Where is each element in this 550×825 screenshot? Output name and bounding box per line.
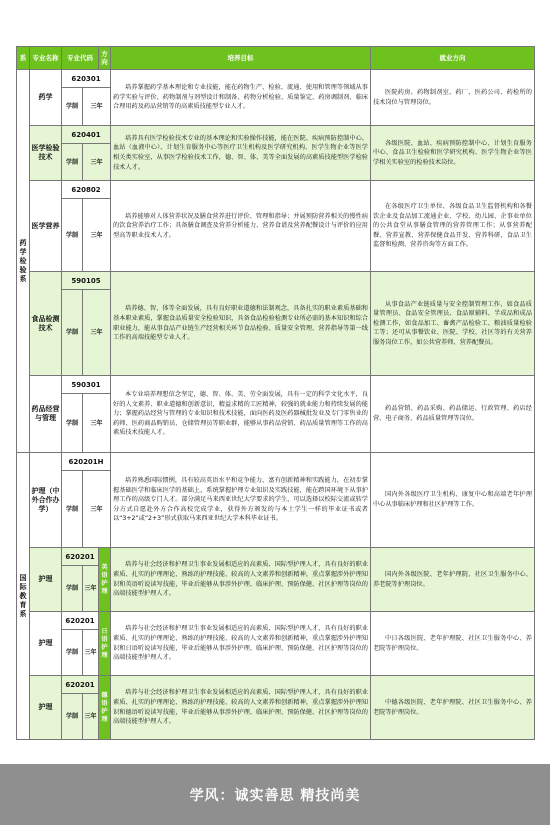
program-table-page bbox=[16, 46, 534, 761]
header-code: 专业代码 bbox=[62, 47, 99, 70]
header-major: 专业名称 bbox=[30, 47, 62, 70]
study-length-value: 三年 bbox=[83, 394, 111, 453]
study-length-label: 学制 bbox=[62, 394, 83, 453]
training-goal: 培养掌握药学基本理论和专业技能，能在药物生产、检验、流通、使用和管理等领域从事药学实验与评价、药物制剂与剂型设计和制备、药物分析检验、质量鉴定、药房调制剂、临床合理用药及药品营销等的高素质技能型专业人才。 bbox=[111, 70, 371, 126]
study-length-label: 学制 bbox=[62, 88, 83, 126]
study-length-value: 三年 bbox=[83, 290, 111, 376]
career-direction: 药品营销、药品采购、药品储运、行政管理、药店经营、电子商务、药品质量管理等岗位。 bbox=[371, 376, 535, 453]
major-name: 医学营养 bbox=[30, 181, 62, 272]
header-dept: 系 bbox=[17, 47, 30, 70]
major-name: 护理 bbox=[30, 676, 62, 740]
major-name: 医学检验技术 bbox=[30, 126, 62, 181]
major-code: 620201 bbox=[62, 612, 99, 630]
major-name: 护理 bbox=[30, 612, 62, 676]
study-length-value: 三年 bbox=[83, 471, 111, 548]
study-length-value: 三年 bbox=[83, 199, 111, 272]
training-goal: 培养能够对人体营养状况及膳食营养进行评价、管理和指导；并展预防营养相关的慢性病的饮食营养治疗工作；具备膳食调查及营养分析能力、营养食谱及营养配餐设计与评价的应用型高等职业技术人才。 bbox=[111, 181, 371, 272]
footer-banner bbox=[0, 764, 550, 825]
dept-international: 国际教育系 bbox=[17, 453, 30, 740]
major-code: 620201 bbox=[62, 548, 99, 566]
training-goal: 培养熟悉国际惯例，具有较高英语水平和竞争能力，富有创新精神和实践能力，在初步掌握基础医学和临床医学的基础上，系统掌握护理专业知识及实践技能，能在跨国环境下从事护理工作的高级专门人才。部分满足马来西亚世纪大学要求的学生，可以选择以校际交流或转学分方式自愿赴外方合作高校完成学业，获得外方颁发的与本土学生一样的毕业证书或者以“3+2”或“2+3”形式获取马来西亚世纪大学本科毕业证书。 bbox=[111, 453, 371, 548]
table-row bbox=[17, 612, 535, 630]
study-length-label: 学制 bbox=[62, 290, 83, 376]
study-length-value: 三年 bbox=[83, 630, 99, 676]
table-row bbox=[17, 181, 535, 199]
study-length-label: 学制 bbox=[62, 471, 83, 548]
header-goal: 培养目标 bbox=[111, 47, 371, 70]
major-code: 620201H bbox=[62, 453, 111, 471]
table-header bbox=[17, 47, 535, 70]
table-row bbox=[17, 548, 535, 566]
table-row bbox=[17, 676, 535, 694]
training-goal: 培养与社会经济和护理卫生事业发展相适应的高素质、国际型护理人才，具有良好的职业素质、扎实的护理理论、熟练的护理技能、较高的人文素养和创新精神，重点掌握涉外护理知识和德语听说读写技能，毕业后能够从事涉外护理、临床护理、预防保健、社区护理等岗位的高端技能型护理人才。 bbox=[111, 676, 371, 740]
direction-label: 德语护理 bbox=[99, 676, 111, 740]
career-direction: 医院药房、药物制剂室、药厂、医药公司、药检所的技术岗位与管理岗位。 bbox=[371, 70, 535, 126]
major-name: 药学 bbox=[30, 70, 62, 126]
major-code: 620301 bbox=[62, 70, 111, 88]
career-direction: 国内外各级医院、老年护理院、社区卫生服务中心、养老院等护理岗位。 bbox=[371, 548, 535, 612]
study-length-value: 三年 bbox=[83, 144, 111, 181]
major-code: 620802 bbox=[62, 181, 111, 199]
table-row bbox=[17, 453, 535, 471]
table-row bbox=[17, 272, 535, 290]
study-length-label: 学制 bbox=[62, 694, 83, 740]
program-table bbox=[16, 46, 535, 740]
study-length-label: 学制 bbox=[62, 144, 83, 181]
study-length-value: 三年 bbox=[83, 694, 99, 740]
study-length-label: 学制 bbox=[62, 630, 83, 676]
major-code: 620401 bbox=[62, 126, 111, 144]
table-row bbox=[17, 126, 535, 144]
study-length-value: 三年 bbox=[83, 566, 99, 612]
training-goal: 培养与社会经济和护理卫生事业发展相适应的高素质、国际型护理人才，具有良好的职业素质、扎实的护理理论、熟练的护理技能、较高的人文素养和创新精神，重点掌握涉外护理知识和日语听说读写技能，毕业后能够从事涉外护理、临床护理、预防保健、社区护理等岗位的高端技能型护理人才。 bbox=[111, 612, 371, 676]
major-code: 590301 bbox=[62, 376, 111, 394]
study-length-label: 学制 bbox=[62, 566, 83, 612]
study-length-label: 学制 bbox=[62, 199, 83, 272]
study-length-value: 三年 bbox=[83, 88, 111, 126]
major-name: 护理（中外合作办学） bbox=[30, 453, 62, 548]
career-direction: 国内外各级医疗卫生机构、康复中心和高端老年护理中心从事临床护理和社区护理等工作。 bbox=[371, 453, 535, 548]
career-direction: 从事食品产业链质量与安全控制管理工作，如食品质量管理员、食品安全管理员、食品原辅料、半成品和成品检测工作，如食品加工、畜禽产品检验工、粮油质量检验工等；还可从事餐饮业、医院、学校、社区等的有关营养服务岗位工作，如公共营养师、营养配餐员。 bbox=[371, 272, 535, 376]
training-goal: 培养与社会经济和护理卫生事业发展相适应的高素质、国际型护理人才，具有良好的职业素质、扎实的护理理论、熟练的护理技能、较高的人文素养和创新精神，重点掌握涉外护理知识和英语听说读写技能，毕业后能够从事涉外护理、临床护理、预防保健、社区护理等岗位的高端技能型护理人才。 bbox=[111, 548, 371, 612]
major-code: 620201 bbox=[62, 676, 99, 694]
training-goal: 培养德、智、体等全面发展，具有良好职业道德和法制观念，具备扎实的职业素质基础和基本职业素质，掌握食品质量安全检验知识，具备食品检验检测专业所必需的基本知识和综合职业能力，能从事食品产业链生产经营相关环节食品检验、质量安全管理、营养指导等第一线工作的高端技能型专业人才。 bbox=[111, 272, 371, 376]
table-row bbox=[17, 376, 535, 394]
major-name: 食品检测技术 bbox=[30, 272, 62, 376]
career-direction: 在各级医疗卫生单位、各级食品卫生监督机构和各餐饮企业及食品加工流通企业、学校、幼儿园、企事业单位的公共食堂从事膳食管理的营养管理工作；从事营养配餐、营养宣教、营养保健食品开发、营养科研、食品卫生监督和检测、营养咨询等方面工作。 bbox=[371, 181, 535, 272]
header-direction: 方向 bbox=[99, 47, 111, 70]
header-career: 就业方向 bbox=[371, 47, 535, 70]
major-name: 药品经营与管理 bbox=[30, 376, 62, 453]
major-code: 590105 bbox=[62, 272, 111, 290]
career-direction: 各级医院、血站、疾病预防控制中心、计划生育服务中心、食品卫生检验和医学研究机构、医学生物企业等医学相关实验室的检验技术岗位。 bbox=[371, 126, 535, 181]
dept-pharmacy: 药学检验系 bbox=[17, 70, 30, 453]
direction-label: 日语护理 bbox=[99, 612, 111, 676]
major-name: 护理 bbox=[30, 548, 62, 612]
table-row bbox=[17, 70, 535, 88]
training-goal: 培养具有医学检验技术专业的基本理论和实验操作技能，能在医院、疾病预防控制中心、血站（血液中心）、计划生育服务中心等医疗卫生机构及医学研究机构、医学生物企业等医学相关类实验室，从事医学检验技术工作，德、智、体、美等全面发展的高素质技能型医学检验技术人才。 bbox=[111, 126, 371, 181]
career-direction: 中日各级医院、老年护理院、社区卫生服务中心、养老院等护理岗位。 bbox=[371, 612, 535, 676]
school-motto: 学风：诚实善思 精技尚美 bbox=[189, 787, 361, 804]
training-goal: 本专业培养理想信念坚定，德、智、体、美、劳全面发展，具有一定的科学文化水平，良好的人文素养、职业道德和创新意识，精益求精的工匠精神，较强的就业能力和持续发展的能力；掌握药品经营与管理的专业知识和技术技能，面向医药及医药器械批发业及专门零售业的药师、医药商品购销员、仓储管理员等职业群，能够从事药品营销、药品质量管理等工作的高素质技术技能人才。 bbox=[111, 376, 371, 453]
career-direction: 中德各级医院、老年护理院、社区卫生服务中心、养老院等护理岗位。 bbox=[371, 676, 535, 740]
direction-label: 英语护理 bbox=[99, 548, 111, 612]
